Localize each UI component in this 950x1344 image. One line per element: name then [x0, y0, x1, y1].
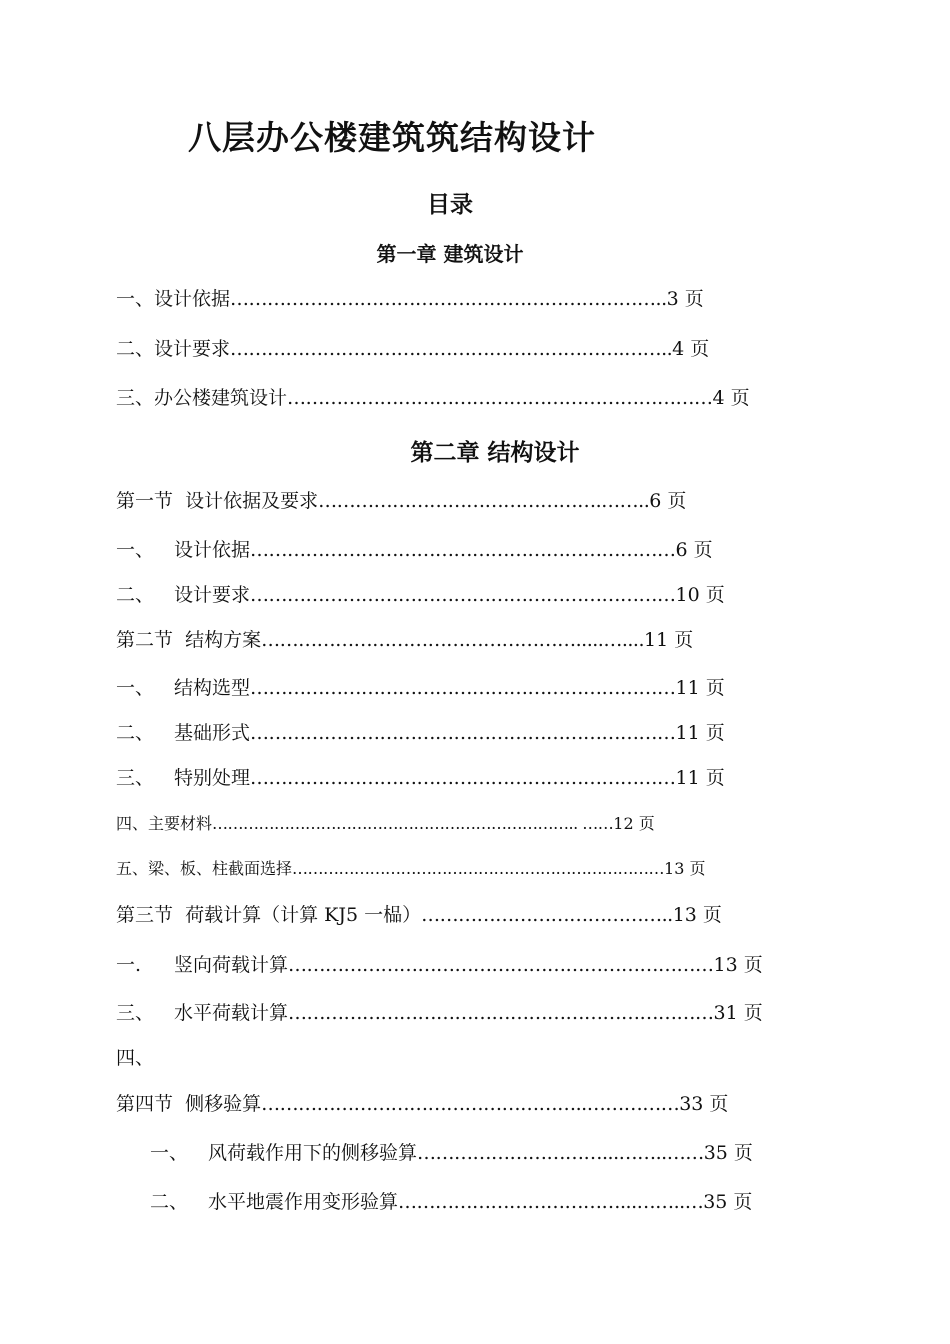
toc-entry: [116, 952, 763, 978]
toc-leader: ……………………………………………………………: [288, 954, 714, 976]
toc-text: 设计依据: [174, 539, 251, 561]
toc-page: 6 页: [649, 490, 687, 512]
toc-entry: [116, 856, 705, 882]
toc-entry: [150, 1140, 753, 1166]
toc-entry: [116, 811, 655, 837]
toc-text: 荷载计算（计算 KJ5 一榀）: [185, 904, 422, 926]
toc-number: 四、: [116, 814, 149, 833]
toc-page: 33 页: [679, 1093, 729, 1115]
toc-leader: ……………………………………………………………: [250, 767, 676, 789]
toc-number: 一、: [116, 677, 155, 699]
toc-leader: …………………………...……..……: [417, 1142, 704, 1164]
toc-text: 主要材料: [148, 814, 213, 833]
toc-leader: …………………………………..: [421, 904, 673, 926]
toc-entry: [116, 582, 725, 608]
toc-number: 第二节: [116, 629, 174, 651]
toc-text: 梁、板、柱截面选择: [148, 859, 293, 878]
toc-page: 11 页: [675, 677, 725, 699]
toc-number: 一.: [116, 954, 142, 976]
toc-page: 31 页: [713, 1002, 763, 1024]
toc-page: 12 页: [613, 814, 655, 833]
toc-text: 设计依据: [154, 288, 231, 310]
toc-leader: ……………………………………………………………: [250, 722, 676, 744]
toc-page: 4 页: [712, 387, 750, 409]
toc-leader: ……………………………………………………………: [250, 539, 676, 561]
toc-number: 三、: [116, 767, 155, 789]
toc-entry: [116, 286, 704, 312]
toc-number: 二、: [116, 722, 155, 744]
toc-number: 第三节: [116, 904, 174, 926]
toc-number: 四、: [116, 1047, 155, 1069]
toc-page: 13 页: [664, 859, 706, 878]
toc-heading: 目录: [427, 192, 473, 218]
toc-leader: ……………………………………………………………: [288, 1002, 714, 1024]
toc-text: 竖向荷载计算: [174, 954, 289, 976]
toc-number: 二、: [116, 338, 155, 360]
toc-leader: ……………………………………….……..: [318, 490, 650, 512]
toc-number: 三、: [116, 387, 155, 409]
toc-page: 6 页: [675, 539, 713, 561]
toc-number: 一、: [116, 288, 155, 310]
toc-text: 结构选型: [174, 677, 251, 699]
toc-number: 二、: [150, 1191, 189, 1213]
toc-leader: ……………………………………………………………: [287, 387, 713, 409]
toc-leader: ……………………………………………………….……..: [230, 338, 673, 360]
toc-page: 35 页: [703, 1142, 753, 1164]
toc-entry: [116, 1091, 728, 1117]
toc-page: 4 页: [672, 338, 710, 360]
toc-leader: …………………………………………….....…....: [261, 629, 644, 651]
toc-text: 水平地震作用变形验算: [208, 1191, 399, 1213]
toc-text: 特别处理: [174, 767, 251, 789]
toc-leader: ………………………………...……..…: [398, 1191, 704, 1213]
chapter-2-heading: 第二章 结构设计: [410, 440, 580, 466]
toc-text: 设计依据及要求: [185, 490, 319, 512]
toc-entry: [116, 1045, 154, 1071]
toc-leader: ……………………………………………………………: [250, 677, 676, 699]
toc-number: 第一节: [116, 490, 174, 512]
toc-page: 13 页: [672, 904, 722, 926]
toc-entry: [116, 902, 722, 928]
toc-number: 三、: [116, 1002, 155, 1024]
toc-text: 水平荷载计算: [174, 1002, 289, 1024]
toc-entry: [116, 627, 693, 653]
toc-page: 35 页: [703, 1191, 753, 1213]
toc-leader: …………………………………………………………….. ……: [212, 814, 614, 833]
toc-text: 设计要求: [174, 584, 251, 606]
toc-text: 办公楼建筑设计: [154, 387, 288, 409]
toc-text: 设计要求: [154, 338, 231, 360]
toc-leader: ……………………………………………..……………: [261, 1093, 680, 1115]
toc-entry: [116, 488, 686, 514]
toc-page: 11 页: [675, 767, 725, 789]
toc-entry: [116, 537, 713, 563]
toc-entry: [116, 385, 750, 411]
document-title: 八层办公楼建筑筑结构设计: [188, 118, 596, 157]
toc-text: 侧移验算: [185, 1093, 262, 1115]
toc-entry: [116, 765, 725, 791]
toc-leader: ……………………………………………………………..: [230, 288, 667, 310]
toc-entry: [116, 720, 725, 746]
toc-number: 一、: [116, 539, 155, 561]
toc-text: 结构方案: [185, 629, 262, 651]
toc-number: 五、: [116, 859, 149, 878]
chapter-1-heading: 第一章 建筑设计: [376, 242, 524, 266]
toc-leader: ………………………………………………………………: [292, 859, 665, 878]
toc-entry: [150, 1189, 752, 1215]
toc-text: 风荷载作用下的侧移验算: [208, 1142, 418, 1164]
toc-number: 一、: [150, 1142, 189, 1164]
toc-entry: [116, 336, 709, 362]
toc-entry: [116, 1000, 763, 1026]
toc-leader: ……………………………………………………………: [250, 584, 676, 606]
toc-page: 11 页: [675, 722, 725, 744]
toc-number: 二、: [116, 584, 155, 606]
toc-entry: [116, 675, 725, 701]
toc-page: 3 页: [666, 288, 704, 310]
toc-text: 基础形式: [174, 722, 251, 744]
toc-page: 13 页: [713, 954, 763, 976]
toc-page: 11 页: [643, 629, 694, 651]
toc-number: 第四节: [116, 1093, 174, 1115]
toc-page: 10 页: [675, 584, 725, 606]
